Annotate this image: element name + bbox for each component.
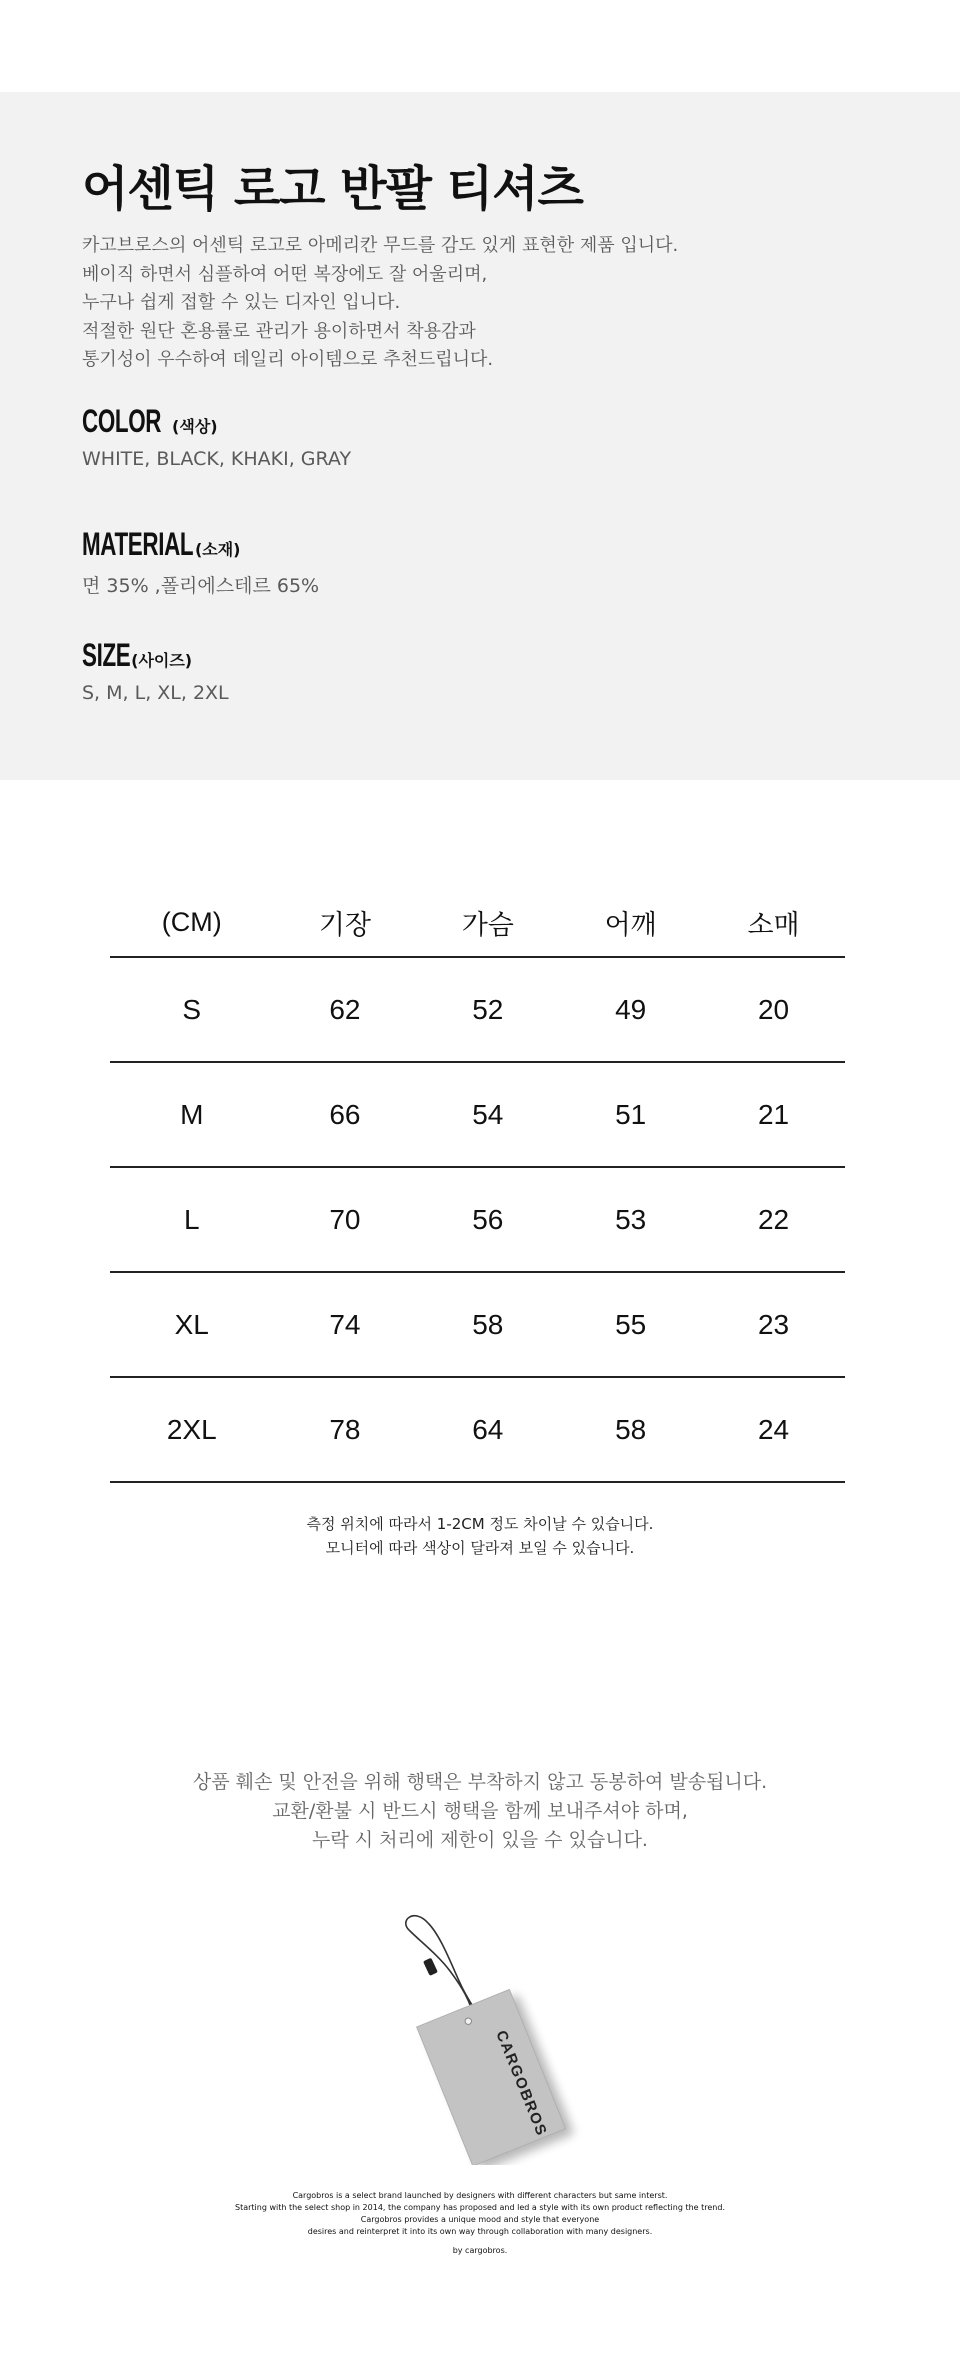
table-row — [110, 957, 845, 1062]
note-line: 모니터에 따라 색상이 달라져 보일 수 있습니다. — [325, 1539, 635, 1557]
table-row — [110, 1062, 845, 1167]
product-info-panel — [0, 92, 960, 780]
chest-cell: 58 — [416, 1272, 559, 1377]
size-chart-header-row — [110, 888, 845, 957]
material-spec-label: MATERIAL — [82, 526, 194, 562]
length-cell: 70 — [273, 1167, 416, 1272]
length-cell: 74 — [273, 1272, 416, 1377]
sleeve-cell: 23 — [702, 1272, 845, 1377]
product-description — [82, 232, 882, 375]
table-row — [110, 1377, 845, 1482]
hangtag-brand: CARGOBROS — [492, 2028, 551, 2139]
about-line: Cargobros provides a unique mood and style that everyone — [360, 2215, 600, 2224]
size-spec-sublabel: (사이즈) — [131, 651, 193, 670]
table-row — [110, 1272, 845, 1377]
description-line: 통기성이 우수하여 데일리 아이템으로 추천드립니다. — [82, 349, 494, 370]
size-cell: S — [110, 957, 273, 1062]
chest-cell: 52 — [416, 957, 559, 1062]
sleeve-cell: 21 — [702, 1062, 845, 1167]
hangtag-clip — [423, 1958, 438, 1976]
about-signature: by cargobros. — [452, 2246, 508, 2255]
about-line: desires and reinterpret it into its own way through collaboration with many designers. — [307, 2227, 653, 2236]
size-spec — [82, 636, 229, 704]
material-spec-sublabel: (소재) — [194, 540, 241, 559]
shoulder-header: 어깨 — [559, 888, 702, 957]
color-spec-sublabel: (색상) — [172, 417, 218, 436]
hangtag-image — [380, 1905, 600, 2165]
hangtag-notice — [0, 1768, 960, 1855]
length-cell: 66 — [273, 1062, 416, 1167]
shoulder-cell: 55 — [559, 1272, 702, 1377]
chest-cell: 54 — [416, 1062, 559, 1167]
sleeve-cell: 20 — [702, 957, 845, 1062]
description-line: 적절한 원단 혼용률로 관리가 용이하면서 착용감과 — [82, 320, 476, 342]
measurement-notes — [0, 1512, 960, 1560]
shoulder-cell: 58 — [559, 1377, 702, 1482]
unit-header: (CM) — [110, 888, 273, 957]
notice-line: 누락 시 처리에 제한이 있을 수 있습니다. — [312, 1829, 648, 1851]
color-spec — [82, 402, 351, 470]
brand-about — [0, 2190, 960, 2255]
length-cell: 62 — [273, 957, 416, 1062]
size-spec-value: S, M, L, XL, 2XL — [82, 682, 229, 704]
size-cell: XL — [110, 1272, 273, 1377]
shoulder-cell: 53 — [559, 1167, 702, 1272]
notice-line: 교환/환불 시 반드시 행택을 함께 보내주셔야 하며, — [272, 1800, 688, 1822]
color-spec-label: COLOR — [82, 403, 162, 439]
description-line: 카고브로스의 어센틱 로고로 아메리칸 무드를 감도 있게 표현한 제품 입니다. — [82, 235, 679, 256]
size-cell: M — [110, 1062, 273, 1167]
size-cell: 2XL — [110, 1377, 273, 1482]
sleeve-cell: 24 — [702, 1377, 845, 1482]
size-spec-label: SIZE — [82, 637, 131, 673]
description-line: 누구나 쉽게 접할 수 있는 디자인 입니다. — [82, 292, 401, 313]
length-header: 기장 — [273, 888, 416, 957]
notice-line: 상품 훼손 및 안전을 위해 행택은 부착하지 않고 동봉하여 발송됩니다. — [192, 1771, 768, 1793]
product-title: 어센틱 로고 반팔 티셔츠 — [82, 161, 583, 217]
about-line: Cargobros is a select brand launched by designers with different characters but same interst. — [292, 2191, 668, 2200]
note-line: 측정 위치에 따라서 1-2CM 정도 차이날 수 있습니다. — [306, 1515, 654, 1533]
chest-cell: 64 — [416, 1377, 559, 1482]
sleeve-header: 소매 — [702, 888, 845, 957]
chest-cell: 56 — [416, 1167, 559, 1272]
size-cell: L — [110, 1167, 273, 1272]
table-row — [110, 1167, 845, 1272]
color-spec-value: WHITE, BLACK, KHAKI, GRAY — [82, 448, 352, 470]
length-cell: 78 — [273, 1377, 416, 1482]
size-chart-table — [110, 888, 845, 1483]
material-spec-value: 면 35% ,폴리에스테르 65% — [82, 575, 320, 597]
sleeve-cell: 22 — [702, 1167, 845, 1272]
material-spec — [82, 525, 319, 598]
about-line: Starting with the select shop in 2014, the company has proposed and led a style with its own product reflecting the trend. — [235, 2203, 725, 2212]
shoulder-cell: 51 — [559, 1062, 702, 1167]
chest-header: 가슴 — [416, 888, 559, 957]
description-line: 베이직 하면서 심플하여 어떤 복장에도 잘 어울리며, — [82, 263, 488, 285]
shoulder-cell: 49 — [559, 957, 702, 1062]
